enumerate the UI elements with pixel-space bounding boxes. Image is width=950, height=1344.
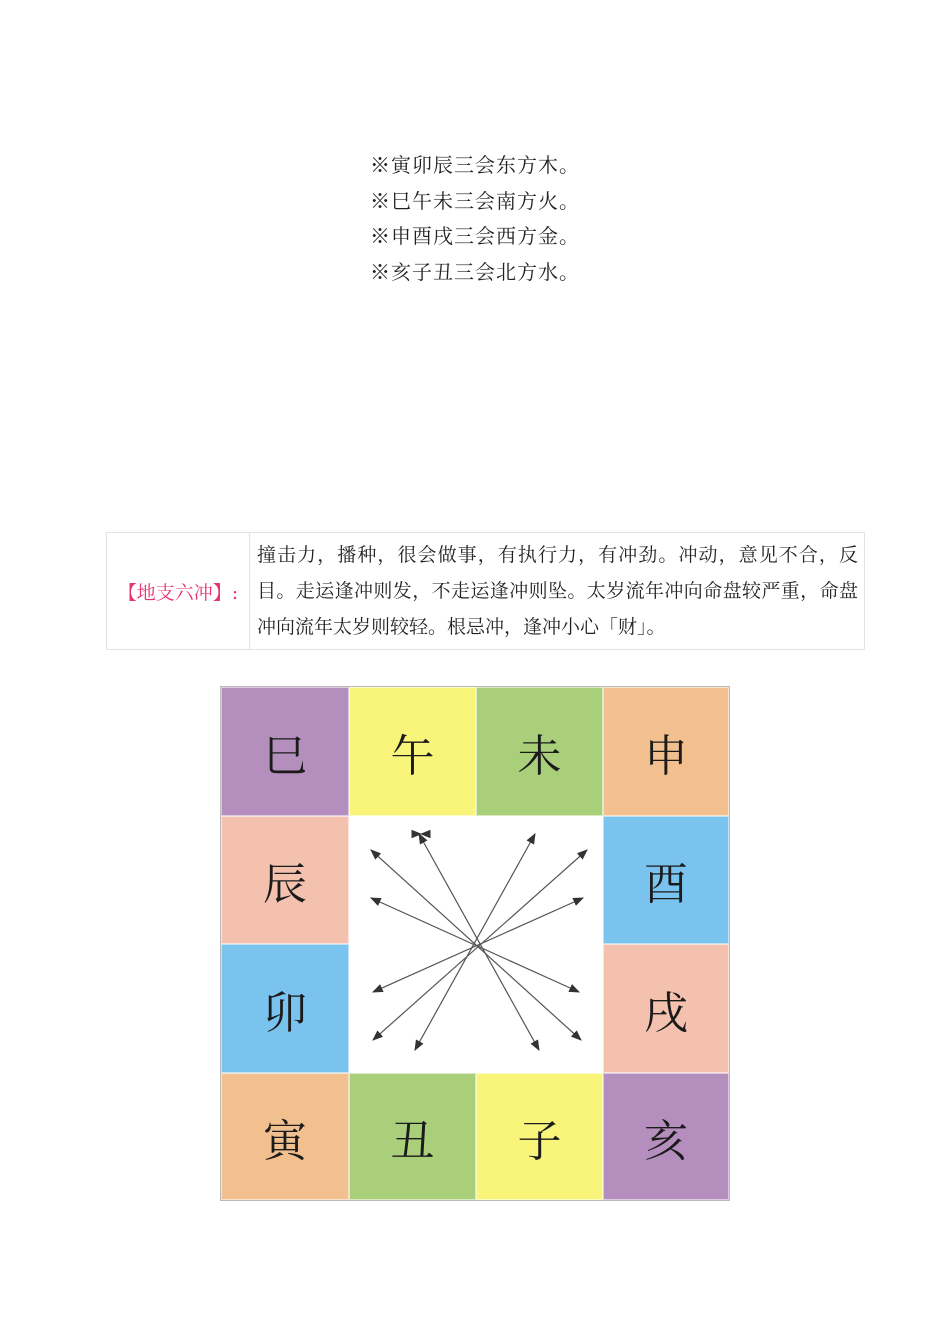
definition-table — [106, 532, 865, 650]
branch-cell-you — [603, 816, 729, 944]
branch-label: 寅 — [263, 1115, 307, 1167]
sanhui-line-south: ※巳午未三会南方火。 — [370, 188, 580, 213]
branch-cell-wei — [476, 687, 603, 816]
sanhui-list — [0, 148, 950, 290]
sanhui-line-north: ※亥子丑三会北方水。 — [370, 259, 580, 284]
branch-label: 子 — [517, 1115, 562, 1167]
branch-cell-zi — [476, 1073, 603, 1200]
clash-arrow-wu-zi — [419, 834, 539, 1050]
branch-label: 巳 — [263, 730, 307, 782]
branch-cell-xu — [603, 944, 729, 1073]
definition-text: 撞击力，播种，很会做事，有执行力，有冲劲。冲动，意见不合，反目。走运逢冲则发，不走运逢冲则坠。太岁流年冲向命盘较严重，命盘冲向流年太岁则较轻。根忌冲，逢冲小心「财」。 — [250, 533, 865, 650]
branch-cell-yin — [221, 1073, 349, 1200]
liuchong-diagram — [220, 686, 730, 1201]
sanhui-line-east: ※寅卯辰三会东方木。 — [370, 153, 580, 177]
branch-label: 戌 — [644, 987, 688, 1039]
clash-arrow-mao-you — [373, 898, 583, 992]
clash-arrow-wei-chou — [415, 834, 535, 1050]
branch-label: 申 — [644, 730, 688, 782]
branch-cell-chen — [221, 816, 349, 944]
branch-cell-mao — [221, 944, 349, 1073]
branch-cell-wu — [349, 687, 476, 816]
branch-label: 未 — [517, 730, 562, 782]
definition-label: 【地支六冲】: — [107, 533, 250, 650]
clash-arrow-shen-yin — [373, 850, 587, 1040]
branch-label: 午 — [390, 730, 435, 782]
clash-arrow-chen-xu — [371, 898, 579, 992]
branch-cell-shen — [603, 687, 729, 816]
branch-cell-chou — [349, 1073, 476, 1200]
branch-cell-si — [221, 687, 349, 816]
branch-cell-hai — [603, 1073, 729, 1200]
branch-label: 酉 — [644, 859, 688, 910]
branch-label: 辰 — [263, 859, 307, 910]
branch-label: 丑 — [390, 1115, 435, 1167]
branch-label: 亥 — [644, 1115, 688, 1167]
clash-arrows — [349, 816, 603, 1073]
branch-label: 卯 — [263, 987, 307, 1039]
sanhui-line-west: ※申酉戌三会西方金。 — [370, 224, 580, 248]
